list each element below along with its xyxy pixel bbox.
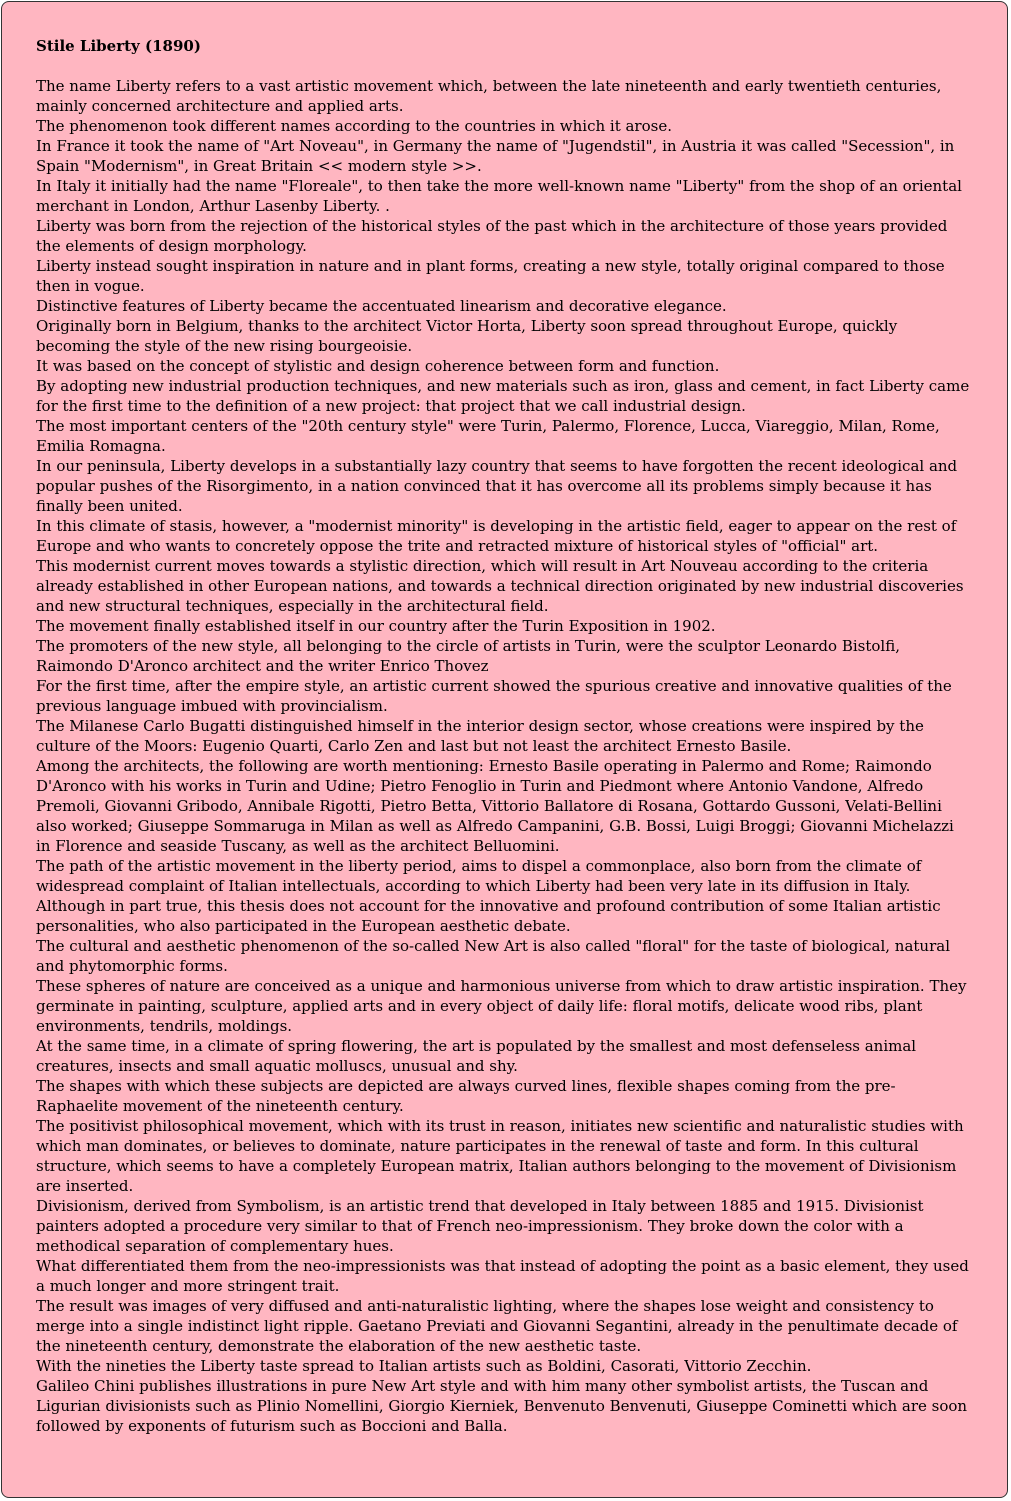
article-panel: [1, 1, 1008, 1498]
paragraph: The positivist philosophical movement, which with its trust in reason, initiates new scientific and naturalistic studies with which man dominates, or believes to dominate, nature participates in the renewal of taste and form. In this cultural structure, which seems to have a completely European matrix, Italian authors belonging to the movement of Divisionism are inserted.: [36, 1117, 964, 1195]
paragraph: Originally born in Belgium, thanks to the architect Victor Horta, Liberty soon spread throughout Europe, quickly becoming the style of the new rising bourgeoisie.: [36, 317, 898, 355]
paragraph: It was based on the concept of stylistic and design coherence between form and function.: [36, 357, 720, 375]
paragraph: The promoters of the new style, all belonging to the circle of artists in Turin, were the sculptor Leonardo Bistolfi, Raimondo D'Aronco architect and the writer Enrico Thovez: [36, 637, 900, 675]
paragraph: The cultural and aesthetic phenomenon of the so-called New Art is also called "floral" for the taste of biological, natural and phytomorphic forms.: [36, 937, 950, 975]
paragraph: Among the architects, the following are worth mentioning: Ernesto Basile operating in Palermo and Rome; Raimondo D'Aronco with his works in Turin and Udine; Pietro Fenoglio in Turin and Piedmont where Antonio Vandone, Alfredo Premoli, Giovanni Gribodo, Annibale Rigotti, Pietro Betta, Vittorio Ballatore di Rosana, Gottardo Gussoni, Velati-Bellini also worked; Giuseppe Sommaruga in Milan as well as Alfredo Campanini, G.B. Bossi, Luigi Broggi; Giovanni Michelazzi in Florence and seaside Tuscany, as well as the architect Belluomini.: [36, 757, 954, 855]
paragraph: The movement finally established itself in our country after the Turin Exposition in 1902.: [36, 617, 716, 635]
paragraph: With the nineties the Liberty taste spread to Italian artists such as Boldini, Casorati, Vittorio Zecchin.: [36, 1357, 812, 1375]
paragraph: In our peninsula, Liberty develops in a substantially lazy country that seems to have forgotten the recent ideological and popular pushes of the Risorgimento, in a nation convinced that it has overcome all its problems simply because it has finally been united.: [36, 457, 958, 515]
article-title: Stile Liberty (1890): [36, 37, 201, 55]
paragraph: The result was images of very diffused and anti-naturalistic lighting, where the shapes lose weight and consistency to merge into a single indistinct light ripple. Gaetano Previati and Giovanni Segantini, already in the penultimate decade of the nineteenth century, demonstrate the elaboration of the new aesthetic taste.: [36, 1297, 958, 1355]
paragraph: The Milanese Carlo Bugatti distinguished himself in the interior design sector, whose creations were inspired by the culture of the Moors: Eugenio Quarti, Carlo Zen and last but not least the architect Ernesto Basile.: [36, 717, 924, 755]
paragraph: The shapes with which these subjects are depicted are always curved lines, flexible shapes coming from the pre-Raphaelite movement of the nineteenth century.: [36, 1077, 896, 1115]
paragraph: The most important centers of the "20th century style" were Turin, Palermo, Florence, Lucca, Viareggio, Milan, Rome, Emilia Romagna.: [36, 417, 940, 455]
paragraph: Distinctive features of Liberty became the accentuated linearism and decorative elegance.: [36, 297, 727, 315]
paragraph: The name Liberty refers to a vast artistic movement which, between the late nineteenth and early twentieth centuries, mainly concerned architecture and applied arts.: [36, 77, 942, 115]
paragraph: Liberty instead sought inspiration in nature and in plant forms, creating a new style, totally original compared to those then in vogue.: [36, 257, 945, 295]
paragraph: In France it took the name of "Art Noveau", in Germany the name of "Jugendstil", in Austria it was called "Secession", in Spain "Modernism", in Great Britain << modern style >>.: [36, 137, 955, 175]
paragraph: Divisionism, derived from Symbolism, is an artistic trend that developed in Italy between 1885 and 1915. Divisionist painters adopted a procedure very similar to that of French neo-impressionism. They broke down the color with a methodical separation of complementary hues.: [36, 1197, 924, 1255]
paragraph: What differentiated them from the neo-impressionists was that instead of adopting the point as a basic element, they used a much longer and more stringent trait.: [36, 1257, 969, 1295]
paragraph: By adopting new industrial production techniques, and new materials such as iron, glass and cement, in fact Liberty came for the first time to the definition of a new project: that project that we call industrial design.: [36, 377, 970, 415]
article-body: [36, 76, 973, 1436]
paragraph: At the same time, in a climate of spring flowering, the art is populated by the smallest and most defenseless animal creatures, insects and small aquatic molluscs, unusual and shy.: [36, 1037, 917, 1075]
paragraph: Galileo Chini publishes illustrations in pure New Art style and with him many other symbolist artists, the Tuscan and Ligurian divisionists such as Plinio Nomellini, Giorgio Kierniek, Benvenuto Benvenuti, Giuseppe Cominetti which are soon followed by exponents of futurism such as Boccioni and Balla.: [36, 1377, 968, 1435]
paragraph: These spheres of nature are conceived as a unique and harmonious universe from which to draw artistic inspiration. They germinate in painting, sculpture, applied arts and in every object of daily life: floral motifs, delicate wood ribs, plant environments, tendrils, moldings.: [36, 977, 967, 1035]
paragraph: Liberty was born from the rejection of the historical styles of the past which in the architecture of those years provided the elements of design morphology.: [36, 217, 948, 255]
paragraph: For the first time, after the empire style, an artistic current showed the spurious creative and innovative qualities of the previous language imbued with provincialism.: [36, 677, 952, 715]
paragraph: This modernist current moves towards a stylistic direction, which will result in Art Nouveau according to the criteria already established in other European nations, and towards a technical direction originated by new industrial discoveries and new structural techniques, especially in the architectural field.: [36, 557, 964, 615]
paragraph: In this climate of stasis, however, a "modernist minority" is developing in the artistic field, eager to appear on the rest of Europe and who wants to concretely oppose the trite and retracted mixture of historical styles of "official" art.: [36, 517, 957, 555]
paragraph: The phenomenon took different names according to the countries in which it arose.: [36, 117, 672, 135]
paragraph: The path of the artistic movement in the liberty period, aims to dispel a commonplace, also born from the climate of widespread complaint of Italian intellectuals, according to which Liberty had been very late in its diffusion in Italy. Although in part true, this thesis does not account for the innovative and profound contribution of some Italian artistic personalities, who also participated in the European aesthetic debate.: [36, 857, 941, 935]
paragraph: In Italy it initially had the name "Floreale", to then take the more well-known name "Liberty" from the shop of an oriental merchant in London, Arthur Lasenby Liberty. .: [36, 177, 962, 215]
